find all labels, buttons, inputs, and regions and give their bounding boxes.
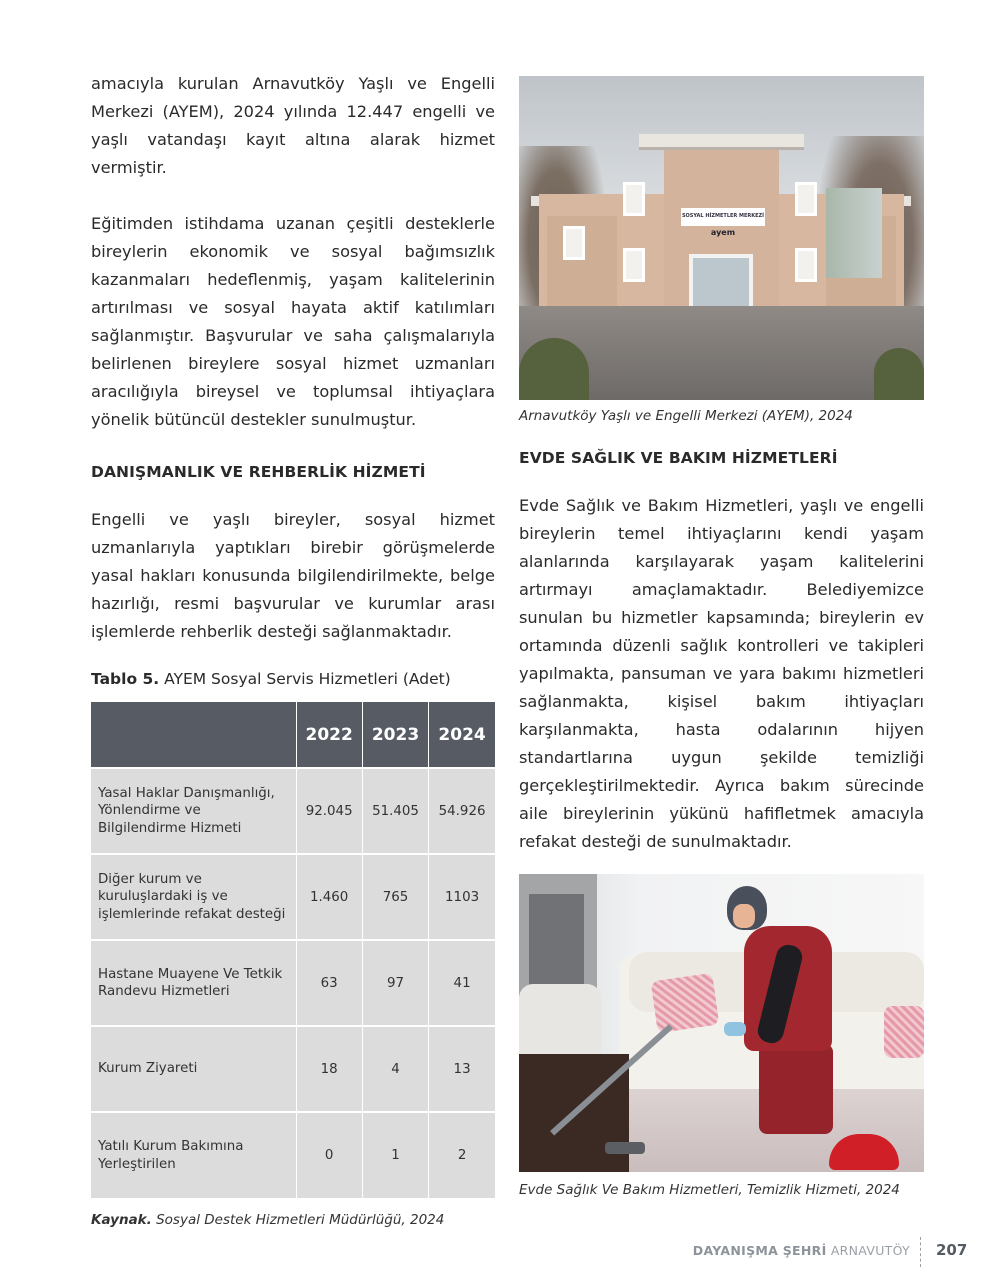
table-cell-2022: 1.460 bbox=[296, 854, 362, 940]
photo-porch-roof bbox=[639, 134, 804, 150]
table-title bbox=[91, 670, 495, 688]
photo-window bbox=[795, 182, 817, 216]
table-cell-2024: 41 bbox=[429, 940, 495, 1026]
table-cell-2023: 51.405 bbox=[362, 768, 428, 854]
photo-glass-facade bbox=[826, 188, 882, 278]
photo-window bbox=[795, 248, 817, 282]
building-photo bbox=[519, 76, 924, 400]
photo-person-legs bbox=[759, 1044, 833, 1134]
table-header-2023: 2023 bbox=[362, 702, 428, 768]
photo-hedge-left bbox=[519, 338, 589, 400]
counseling-heading: DANIŞMANLIK VE REHBERLİK HİZMETİ bbox=[91, 463, 426, 481]
intro-paragraph: amacıyla kurulan Arnavutköy Yaşlı ve Engelli Merkezi (AYEM), 2024 yılında 12.447 engelli ve yaşlı vatandaşı kayıt altına alarak hizmet vermiştir. bbox=[91, 74, 495, 177]
photo-window bbox=[623, 182, 645, 216]
home-care-heading: EVDE SAĞLIK VE BAKIM HİZMETLERİ bbox=[519, 449, 838, 467]
table-row bbox=[91, 1112, 495, 1198]
counseling-paragraph: Engelli ve yaşlı bireyler, sosyal hizmet uzmanlarıyla yaptıkları birebir görüşmelerde yasal hakları konusunda bilgilendirilmekte, belge hazırlığı, resmi başvurular ve kurumlar arası işlemlerde rehberlik desteği sağlanmaktadır. bbox=[91, 510, 495, 641]
left-column bbox=[91, 70, 495, 1228]
photo-hedge-right bbox=[874, 348, 924, 400]
photo-ayem-logo: ayem bbox=[710, 228, 736, 237]
table-header-2024: 2024 bbox=[429, 702, 495, 768]
table-row bbox=[91, 940, 495, 1026]
table-row-label: Yatılı Kurum Bakımına Yerleştirilen bbox=[91, 1112, 296, 1198]
table-row-label: Diğer kurum ve kuruluşlardaki iş ve işlemlerinde refakat desteği bbox=[91, 854, 296, 940]
table-cell-2023: 765 bbox=[362, 854, 428, 940]
building-photo-caption: Arnavutköy Yaşlı ve Engelli Merkezi (AYEM), 2024 bbox=[519, 408, 853, 424]
table-cell-2022: 92.045 bbox=[296, 768, 362, 854]
table-cell-2023: 1 bbox=[362, 1112, 428, 1198]
footer-brand-bold: DAYANIŞMA ŞEHRİ bbox=[692, 1243, 827, 1258]
photo-window bbox=[623, 248, 645, 282]
footer-separator bbox=[920, 1237, 926, 1267]
photo-building-sign: SOSYAL HİZMETLER MERKEZİ bbox=[681, 208, 765, 226]
table-row-label: Yasal Haklar Danışmanlığı, Yönlendirme ve Bilgilendirme Hizmeti bbox=[91, 768, 296, 854]
table-source-label: Kaynak. bbox=[91, 1212, 152, 1228]
table-row-label: Kurum Ziyareti bbox=[91, 1026, 296, 1112]
services-table bbox=[91, 702, 495, 1198]
table-row bbox=[91, 768, 495, 854]
right-column bbox=[519, 76, 924, 1198]
photo-person-glove bbox=[724, 1022, 746, 1036]
photo-window bbox=[563, 226, 585, 260]
table-header-row bbox=[91, 702, 495, 768]
footer-brand-text: ARNAVUTÖY bbox=[826, 1243, 910, 1258]
table-title-text: AYEM Sosyal Servis Hizmetleri (Adet) bbox=[159, 670, 451, 688]
photo-pillow bbox=[884, 1006, 924, 1058]
table-row bbox=[91, 1026, 495, 1112]
support-paragraph: Eğitimden istihdama uzanan çeşitli desteklerle bireylerin ekonomik ve sosyal bağımsızlık kazanmaları hedeflenmiş, yaşam kalitelerinin artırılması ve sosyal hayata aktif katılımları sağlanmıştır. Başvurular ve saha çalışmalarıyla belirlenen bireylere sosyal hizmet uzmanları aracılığıyla bireysel ve toplumsal ihtiyaçlara yönelik bütüncül destekler sunulmuştur. bbox=[91, 214, 495, 429]
table-header-empty bbox=[91, 702, 296, 768]
table-cell-2024: 54.926 bbox=[429, 768, 495, 854]
table-cell-2023: 97 bbox=[362, 940, 428, 1026]
page-number: 207 bbox=[936, 1241, 968, 1259]
page-footer bbox=[0, 1241, 1000, 1261]
table-header-2022: 2022 bbox=[296, 702, 362, 768]
table-row bbox=[91, 854, 495, 940]
table-cell-2022: 63 bbox=[296, 940, 362, 1026]
footer-brand bbox=[693, 1243, 910, 1258]
photo-vacuum-nozzle bbox=[605, 1142, 645, 1154]
table-cell-2024: 13 bbox=[429, 1026, 495, 1112]
table-row-label: Hastane Muayene Ve Tetkik Randevu Hizmetleri bbox=[91, 940, 296, 1026]
table-source bbox=[91, 1212, 495, 1228]
table-cell-2024: 2 bbox=[429, 1112, 495, 1198]
table-cell-2022: 0 bbox=[296, 1112, 362, 1198]
cleaning-photo bbox=[519, 874, 924, 1172]
table-title-number: Tablo 5. bbox=[91, 670, 160, 688]
table-cell-2023: 4 bbox=[362, 1026, 428, 1112]
table-cell-2024: 1103 bbox=[429, 854, 495, 940]
home-care-paragraph: Evde Sağlık ve Bakım Hizmetleri, yaşlı ve engelli bireylerin temel ihtiyaçlarını kendi yaşam alanlarında karşılayarak yaşam kalitelerini artırmayı amaçlamaktadır. Belediyemizce sunulan bu hizmetler kapsamında; bireylerin ev ortamında düzenli sağlık kontrolleri ve takipleri yapılmakta, pansuman ve yara bakımı hizmetleri sağlanmakta, kişisel bakım ihtiyaçları karşılanmakta, hasta odalarının hijyen standartlarına uygun şekilde temizliği gerçekleştirilmektedir. Ayrıca bakım sürecinde aile bireylerinin yükünü hafifletmek amacıyla refakat desteği de sunulmaktadır. bbox=[519, 496, 924, 851]
photo-pillow bbox=[651, 973, 720, 1033]
cleaning-photo-caption: Evde Sağlık Ve Bakım Hizmetleri, Temizlik Hizmeti, 2024 bbox=[519, 1182, 900, 1198]
table-source-text: Sosyal Destek Hizmetleri Müdürlüğü, 2024 bbox=[151, 1212, 445, 1228]
photo-person-face bbox=[733, 904, 755, 928]
table-cell-2022: 18 bbox=[296, 1026, 362, 1112]
